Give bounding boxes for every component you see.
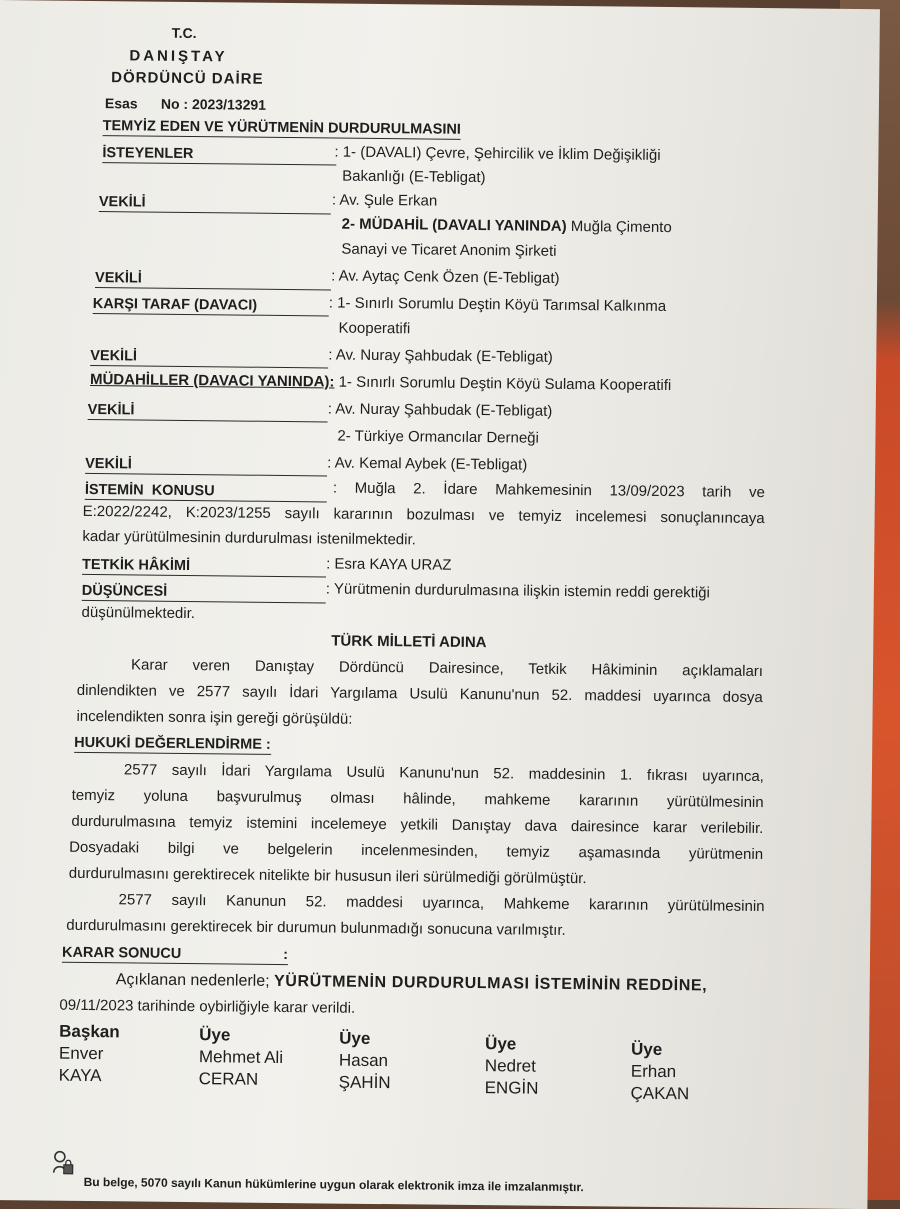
signature-0 — [59, 1021, 120, 1088]
signature-last-name: ÇAKAN — [630, 1083, 690, 1104]
e-signature-icon — [50, 1149, 74, 1177]
vekili-label: VEKİLİ — [88, 401, 328, 423]
legal-p2-line2: durdurulmasını gerektirecek bir durumun bulunmadığı sonucuna varılmıştır. — [66, 916, 566, 939]
request-label-a: İSTEMİN — [84, 481, 144, 499]
intervener-lawyer: : Av. Aytaç Cenk Özen (E-Tebligat) — [331, 267, 560, 287]
nation-heading: TÜRK MİLLETİ ADINA — [331, 632, 487, 652]
opponent-lawyer: : Av. Nuray Şahbudak (E-Tebligat) — [328, 346, 553, 366]
legal-p1-line2: temyiz yoluna başvurulmuş olması hâlinde, mahkeme kararının yürütülmesinin — [71, 786, 764, 812]
judge-value: : Esra KAYA URAZ — [326, 555, 452, 574]
opinion-line2: düşünülmektedir. — [81, 603, 196, 623]
legal-p1-line4: Dosyadaki bilgi ve belgelerin incelenmesinden, temyiz aşamasında yürütmenin — [69, 838, 764, 864]
request-label-b: KONUSU — [151, 482, 215, 500]
header-tc: T.C. — [171, 24, 197, 42]
appellant-title-line2: İSTEYENLER — [102, 144, 336, 165]
request-line3: kadar yürütülmesinin durdurulması istenilmektedir. — [82, 527, 416, 549]
signature-first-name: Nedret — [484, 1056, 536, 1076]
judge-label: TETKİK HÂKİMİ — [82, 556, 326, 578]
footer-notice: Bu belge, 5070 sayılı Kanun hükümlerine uygun olarak elektronik imza ile imzalanmıştır. — [83, 1174, 584, 1195]
vekili-label: VEKİLİ — [95, 269, 331, 290]
opponent-line2: Kooperatifi — [338, 319, 411, 338]
intervener-rest: Muğla Çimento — [566, 217, 672, 237]
intervener-line2: Sanayi ve Ticaret Anonim Şirketi — [341, 240, 557, 260]
esas-number-text: No : 2023/13291 — [160, 95, 267, 113]
interveners-label: MÜDAHİLLER (DAVACI YANINDA): — [89, 370, 335, 391]
header-court: DANIŞTAY — [129, 47, 228, 66]
appellant-1-line1 — [334, 144, 660, 165]
vekili-label: VEKİLİ — [90, 347, 328, 368]
result-line2: 09/11/2023 tarihinde oybirliğiyle karar verildi. — [59, 996, 356, 1017]
request-line2: E:2022/2242, K:2023/1255 sayılı kararının bozulması ve temyiz incelemesi sonuçlanıncaya — [82, 502, 765, 528]
vekili-label: VEKİLİ — [85, 455, 327, 477]
intro-line2: dinlendikten ve 2577 sayılı İdari Yargılama Usulü Kanunu'nun 52. maddesi uyarınca dosya — [76, 681, 763, 707]
appellant-1-lawyer: : Av. Şule Erkan — [331, 191, 438, 210]
request-label — [85, 481, 327, 503]
opinion-line1: : Yürütmenin durdurulmasına ilişkin istemin reddi gerektiği — [325, 580, 710, 602]
signature-1 — [199, 1024, 284, 1091]
result-line1-plain: Açıklanan nedenlerle; — [115, 971, 275, 990]
signature-first-name: Erhan — [630, 1061, 677, 1082]
signature-last-name: ENGİN — [484, 1078, 539, 1098]
signature-first-name: Enver — [58, 1043, 104, 1064]
interveners-line — [90, 371, 671, 395]
signature-3 — [485, 1033, 540, 1100]
opponent-label: KARŞI TARAF (DAVACI) — [93, 295, 329, 316]
esas-label: Esas — [104, 95, 138, 112]
result-line1-bold: YÜRÜTMENİN DURDURULMASI İSTEMİNİN REDDİNE, — [273, 972, 708, 995]
result-heading-text: KARAR SONUCU — [61, 944, 182, 962]
result-colon: : — [283, 947, 289, 964]
signature-last-name: ŞAHİN — [338, 1072, 391, 1093]
result-line1 — [116, 971, 708, 995]
signature-role: Üye — [484, 1034, 517, 1054]
signature-2 — [339, 1028, 392, 1095]
signature-role: Başkan — [59, 1021, 120, 1042]
opponent-line1: : 1- Sınırlı Sorumlu Deştin Köyü Tarımsal Kalkınma — [328, 294, 667, 315]
intervener-line1 — [342, 216, 672, 237]
signature-first-name: Hasan — [338, 1050, 389, 1071]
appellant-1-line2: Bakanlığı (E-Tebligat) — [342, 167, 486, 187]
request-line1: : Muğla 2. İdare Mahkemesinin 13/09/2023 tarih ve — [332, 479, 765, 502]
interveners-2-lawyer: : Av. Kemal Aybek (E-Tebligat) — [327, 454, 528, 474]
signature-role: Üye — [339, 1028, 371, 1048]
opinion-label: DÜŞÜNCESİ — [82, 582, 326, 604]
interveners-1-lawyer: : Av. Nuray Şahbudak (E-Tebligat) — [327, 400, 553, 420]
signature-last-name: CERAN — [198, 1069, 259, 1089]
legal-p2-line1: 2577 sayılı Kanunun 52. maddesi uyarınca, Mahkeme kararının yürütülmesinin — [118, 891, 765, 916]
legal-heading: HUKUKİ DEĞERLENDİRME : — [74, 734, 271, 753]
signature-4 — [630, 1039, 689, 1106]
legal-p1-line1: 2577 sayılı İdari Yargılama Usulü Kanunu'nun 52. maddesinin 1. fıkrası uyarınca, — [123, 761, 764, 786]
appellant-1-text: : 1- (DAVALI) Çevre, Şehircilik ve İklim Değişikliği — [334, 143, 661, 164]
esas-number — [161, 95, 266, 114]
interveners-1: 1- Sınırlı Sorumlu Deştin Köyü Sulama Kooperatifi — [334, 373, 672, 395]
appellant-title-line1: TEMYİZ EDEN VE YÜRÜTMENİN DURDURULMASINI — [102, 118, 461, 138]
signature-first-name: Mehmet Ali — [198, 1047, 284, 1068]
vekili-label: VEKİLİ — [99, 193, 331, 214]
intro-line3: incelendikten sonra işin gereği görüşüldü: — [76, 707, 353, 728]
signature-role: Üye — [630, 1039, 663, 1059]
legal-p1-line3: durdurulmasına temyiz istemini incelemeye yetkili Danıştay dava dairesince karar verilebilir. — [71, 812, 764, 838]
intro-line1: Karar veren Danıştay Dördüncü Dairesince, Tetkik Hâkiminin açıklamaları — [130, 656, 764, 681]
legal-p1-line5: durdurulmasını gerektirecek nitelikte bir hususun ileri sürülmediği görülmüştür. — [68, 864, 587, 888]
signature-role: Üye — [199, 1025, 231, 1045]
intervener-bold: 2- MÜDAHİL (DAVALI YANINDA) — [341, 215, 567, 235]
interveners-2: 2- Türkiye Ormancılar Derneği — [337, 427, 539, 447]
header-chamber: DÖRDÜNCÜ DAİRE — [111, 69, 264, 88]
result-heading — [62, 944, 288, 965]
signature-last-name: KAYA — [58, 1065, 102, 1086]
